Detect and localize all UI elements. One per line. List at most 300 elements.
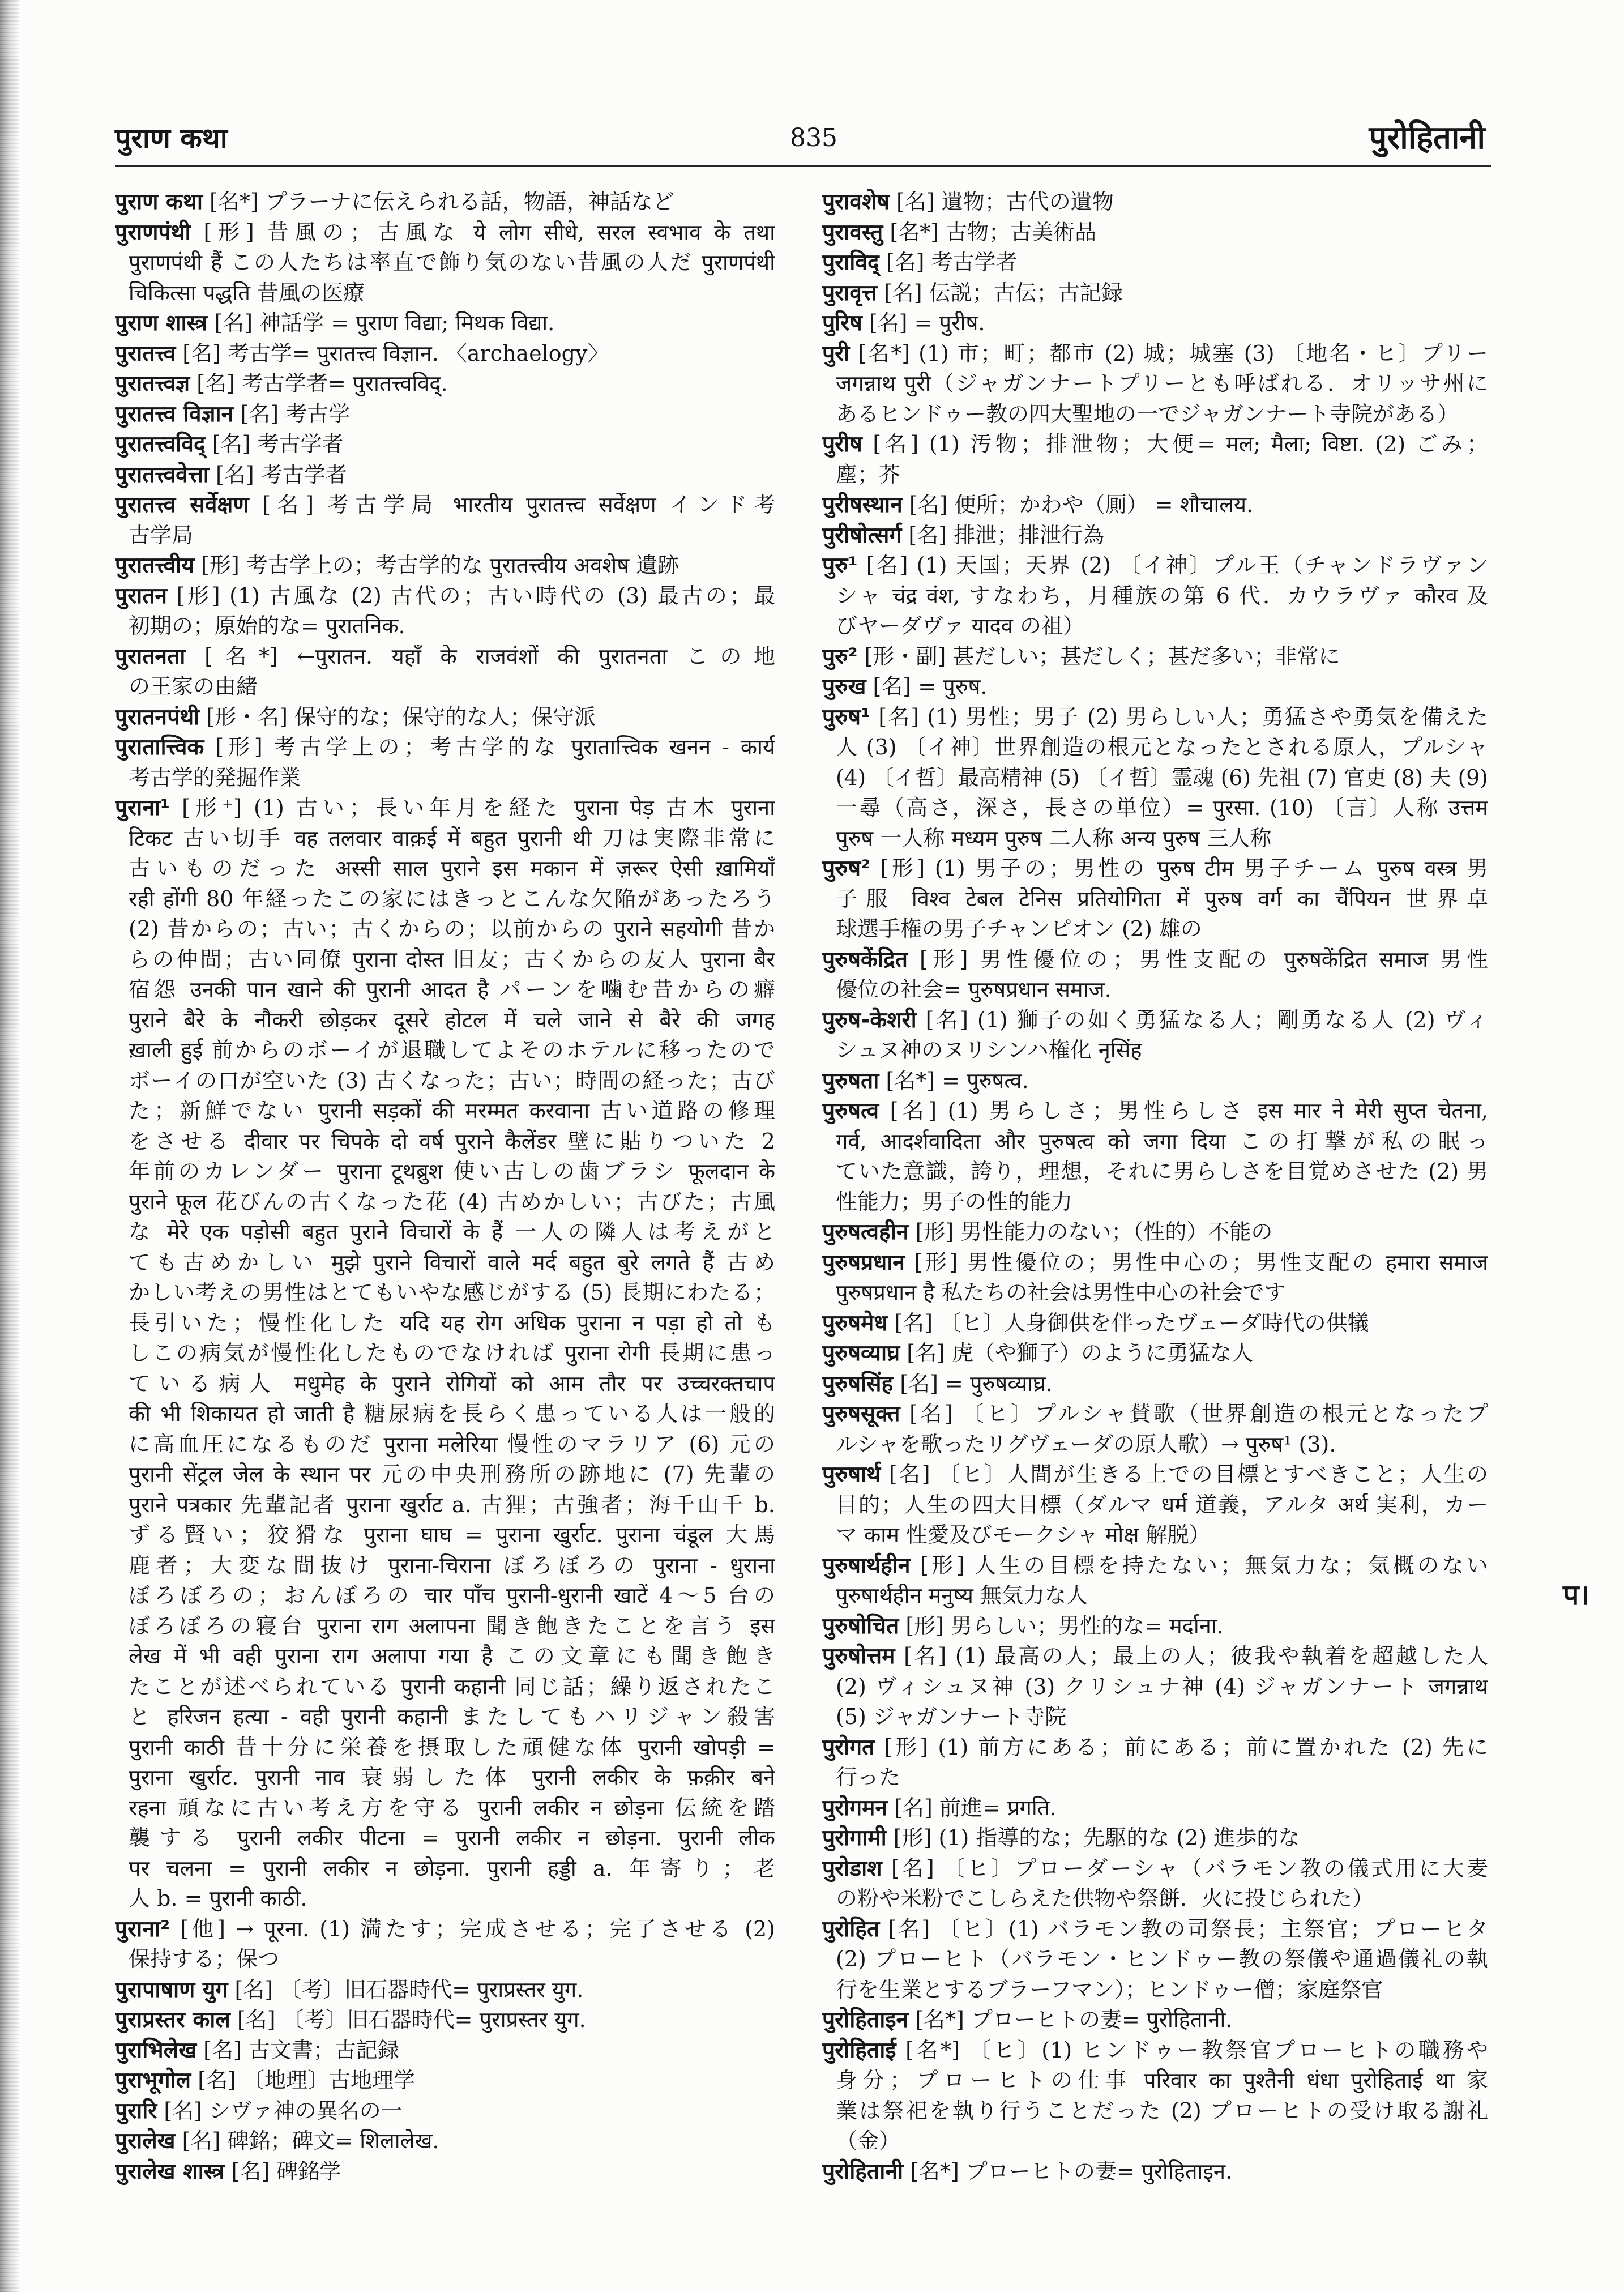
entry-continuation-line — [129, 1369, 775, 1399]
entry-continuation-line — [836, 1156, 1488, 1187]
headword: पुरुष-केशरी — [822, 1007, 917, 1033]
entry-first-line — [822, 2157, 1488, 2187]
dictionary-entry — [822, 1399, 1488, 1459]
definition-continuation: マ काम 性愛及びモークシャ मोक्ष 解脱） — [836, 1522, 1211, 1547]
definition-continuation: ずる賢い；狡猾な पुराना घाघ = पुराना खुर्राट. पुराना चंडूल 大馬 — [129, 1522, 775, 1547]
entry-first-line — [115, 702, 775, 733]
dictionary-entry — [822, 217, 1488, 248]
definition-text: [名*] プラーナに伝えられる話，物語，神話など — [210, 189, 674, 214]
line-text — [129, 1399, 775, 1429]
definition-continuation: पुरानी सेंट्रल जेल के स्थान पर 元の中央刑務所の跡地に (7) 先輩の — [129, 1462, 775, 1487]
line-text — [115, 702, 596, 733]
definition-text: [名] 遺物；古代の遺物 — [896, 189, 1114, 214]
definition-continuation: な मेरे एक पड़ोसी बहुत पुराने विचारों के हैं 一人の隣人は考えがと — [129, 1219, 775, 1244]
definition-continuation: (2) 昔からの；古い；古くからの；以前からの पुराने सहयोगी 昔か — [129, 916, 775, 941]
definition-continuation: に高血圧になるものだ पुराना मलेरिया 慢性のマラリア (6) 元の — [129, 1431, 775, 1457]
line-text — [129, 945, 775, 975]
headword: पुरावृत्त — [822, 280, 877, 306]
entry-first-line — [822, 1308, 1488, 1339]
dictionary-entry — [115, 1975, 775, 2005]
definition-continuation: 考古学的発掘作業 — [129, 765, 301, 790]
headword: पुरातन — [115, 583, 168, 609]
definition-continuation: 古いものだった अस्सी साल पुराने इस मकान में ज़रूर ऐसी ख़ामियाँ — [129, 856, 775, 881]
headword: पुरुषोत्तम — [822, 1644, 895, 1669]
line-text — [822, 1248, 1488, 1278]
headword: पुरिष — [822, 310, 862, 336]
definition-text: [名] 〔ヒ〕プルシャ賛歌（世界創造の根元となったプ — [909, 1401, 1488, 1426]
dictionary-entry — [822, 490, 1488, 520]
entry-continuation-line — [129, 975, 775, 1005]
entry-first-line — [115, 460, 775, 490]
headword: पुरुषार्थ — [822, 1462, 881, 1487]
entry-first-line — [115, 2096, 775, 2127]
line-text — [836, 1429, 1336, 1460]
line-text — [129, 1248, 775, 1278]
line-text — [836, 1490, 1488, 1521]
headword: पुरु¹ — [822, 553, 858, 578]
dictionary-entry — [822, 1308, 1488, 1339]
definition-text: [名] 〔ヒ〕プローダーシャ（バラモン教の儀式用に大麦 — [891, 1855, 1488, 1881]
entry-first-line — [822, 339, 1488, 369]
entry-continuation-line — [836, 1702, 1488, 1732]
definition-continuation: ボーイの口が空いた (3) 古くなった；古い；時間の経った；古び — [129, 1068, 775, 1093]
line-text — [822, 1611, 1224, 1642]
entry-continuation-line — [129, 1854, 775, 1884]
headword: पुरातत्त्वीय — [115, 553, 194, 578]
line-text — [129, 1278, 775, 1308]
line-text — [129, 1459, 775, 1490]
entry-first-line — [822, 187, 1488, 217]
entry-first-line — [115, 2157, 775, 2187]
line-text — [822, 1096, 1488, 1126]
definition-continuation: 年前のカレンダー पुराना टूथब्रुश 使い古しの歯ブラシ फूलदान के — [129, 1159, 775, 1184]
dictionary-entry — [822, 429, 1488, 490]
entry-continuation-line — [129, 1520, 775, 1551]
line-text — [129, 1066, 775, 1096]
entry-continuation-line — [836, 1762, 1488, 1793]
running-head-last-entry: पुरोहितानी — [1369, 119, 1485, 156]
headword: पुरातात्त्विक — [115, 735, 204, 760]
running-head-first-entry: पुराण कथा — [115, 122, 228, 155]
entry-first-line — [822, 308, 1488, 339]
entry-first-line — [115, 550, 775, 581]
entry-continuation-line — [129, 823, 775, 854]
entry-first-line — [822, 1248, 1488, 1278]
headword: पुरारि — [115, 2098, 157, 2124]
line-text — [129, 1520, 775, 1551]
definition-continuation: ていた意識，誇り，理想，それに男らしさを目覚めさせた (2) 男 — [836, 1159, 1488, 1184]
definition-continuation: 目的；人生の四大目標（ダルマ धर्म 道義，アルタ अर्थ 実利，カー — [836, 1492, 1488, 1517]
entry-first-line — [822, 278, 1488, 309]
column-right — [822, 187, 1488, 2187]
line-text — [129, 611, 405, 642]
headword: पुरुषकेंद्रित — [822, 946, 908, 972]
entry-continuation-line — [129, 520, 775, 551]
definition-text: [名] 古文書；古記録 — [203, 2037, 399, 2063]
entry-continuation-line — [129, 1793, 775, 1824]
line-text — [129, 1308, 775, 1339]
definition-continuation: पुराणपंथी हैं この人たちは率直で飾り気のない昔風の人だ पुराणपंथी — [129, 250, 775, 275]
line-text — [822, 520, 1104, 551]
headword: पुराना² — [115, 1916, 170, 1942]
definition-text: [形] 男性優位の；男性中心の；男性支配の हमारा समाज — [914, 1249, 1488, 1275]
line-text — [129, 672, 258, 702]
definition-continuation: 一尋（高さ，深さ，長さの単位）= पुरसा. (10) 〔言〕人称 उत्तम — [836, 795, 1488, 820]
line-text — [115, 490, 775, 520]
entry-continuation-line — [129, 1096, 775, 1126]
line-text — [129, 1944, 279, 1975]
line-text — [129, 1611, 775, 1642]
entry-first-line — [822, 1096, 1488, 1126]
line-text — [836, 581, 1488, 612]
definition-continuation: रही होंगी 80 年経ったこの家にはきっとこんな欠陥があったろう — [129, 886, 775, 911]
headword: पुरातनता — [115, 643, 186, 669]
line-text — [822, 672, 987, 702]
dictionary-entry — [822, 308, 1488, 339]
headword: पुरुषत्व — [822, 1098, 879, 1124]
dictionary-entry — [115, 460, 775, 490]
entry-first-line — [822, 672, 1488, 702]
dictionary-entry — [115, 490, 775, 550]
definition-text: [名] 考古学者 — [212, 432, 344, 456]
line-text — [129, 1369, 775, 1399]
definition-continuation: लेख में भी वही पुराना राग अलापा गया है この文章にも聞き飽き — [129, 1644, 775, 1668]
line-text — [836, 1762, 900, 1793]
dictionary-entry — [822, 672, 1488, 702]
line-text — [129, 1490, 775, 1521]
line-text — [115, 308, 554, 339]
definition-text: [名] (1) 男性；男子 (2) 男らしい人；勇猛さや勇気を備えた — [878, 704, 1488, 729]
entry-continuation-line — [836, 581, 1488, 612]
entry-continuation-line — [129, 672, 775, 702]
headword: पुरोगामी — [822, 1825, 887, 1851]
entry-first-line — [822, 429, 1488, 460]
line-text — [822, 1369, 1053, 1399]
definition-text: [名] 考古学者= पुरातत्त्वविद्. — [196, 371, 448, 396]
dictionary-entry — [822, 1369, 1488, 1399]
line-text — [822, 247, 1018, 278]
definition-text: [名] 考古学局 भारतीय पुरातत्त्व सर्वेक्षण インド考 — [262, 492, 775, 517]
entry-first-line — [115, 642, 775, 672]
line-text — [129, 1823, 775, 1854]
entry-first-line — [115, 399, 775, 430]
line-text — [822, 1732, 1488, 1763]
definition-text: [形] (1) 古風な (2) 古代の；古い時代の (3) 最古の；最 — [176, 583, 775, 608]
dictionary-entry — [822, 339, 1488, 430]
line-text — [115, 339, 609, 369]
line-text — [115, 369, 448, 399]
definition-text: [形] (1) 指導的な；先駆的な (2) 進歩的な — [893, 1825, 1300, 1850]
line-text — [115, 2126, 439, 2157]
headword: पुरीषस्थान — [822, 492, 903, 518]
definition-text: [名] 〔考〕旧石器時代= पुराप्रस्तर युग. — [234, 1977, 584, 2002]
line-text — [836, 611, 1084, 642]
line-text — [822, 1854, 1488, 1884]
entry-continuation-line — [129, 1611, 775, 1642]
line-text — [115, 550, 679, 581]
line-text — [115, 2005, 586, 2035]
headword: पुरातत्त्वविद् — [115, 432, 206, 457]
definition-text: [名] 排泄；排泄行為 — [908, 522, 1105, 548]
line-text — [115, 1975, 583, 2005]
line-text — [822, 1338, 1253, 1369]
entry-continuation-line — [129, 1308, 775, 1339]
entry-continuation-line — [129, 1399, 775, 1429]
definition-continuation: 球選手権の男子チャンピオン (2) 雄の — [836, 916, 1202, 941]
line-text — [115, 187, 674, 217]
line-text — [822, 1823, 1300, 1854]
headword: पुरोहिताइन — [822, 2007, 909, 2033]
dictionary-entry — [115, 369, 775, 399]
line-text — [822, 2157, 1232, 2187]
dictionary-entry — [822, 1732, 1488, 1793]
definition-text: [形・副] 甚だしい；甚だしく；甚だ多い；非常に — [864, 643, 1340, 669]
entry-continuation-line — [129, 1429, 775, 1460]
line-text — [836, 460, 900, 490]
line-text — [129, 1187, 775, 1218]
entry-continuation-line — [836, 732, 1488, 763]
headword: पुरोहिताई — [822, 2037, 896, 2063]
line-text — [822, 1308, 1369, 1339]
definition-text: [名] 考古学者 — [886, 250, 1018, 275]
definition-continuation: (4) 〔イ哲〕最高精神 (5) 〔イ哲〕霊魂 (6) 先祖 (7) 官吏 (8) 夫 (9) — [836, 765, 1488, 790]
entry-first-line — [115, 217, 775, 248]
definition-continuation: の粉や米粉でこしらえた供物や祭餅．火に投じられた） — [836, 1886, 1374, 1911]
definition-continuation: 初期の；原始的な= पुरातनिक. — [129, 613, 405, 638]
entry-first-line — [822, 550, 1488, 581]
entry-first-line — [115, 490, 775, 520]
entry-first-line — [822, 1641, 1488, 1672]
entry-first-line — [822, 1823, 1488, 1854]
line-text — [115, 2096, 403, 2127]
definition-continuation: しこの病気が慢性化したものでなければ पुराना रोगी 長期に患っ — [129, 1341, 775, 1365]
definition-continuation: たことが述べられている पुरानी कहानी 同じ話；繰り返されたこ — [129, 1674, 775, 1699]
line-text — [836, 1035, 1142, 1066]
entry-first-line — [822, 1914, 1488, 1945]
entry-continuation-line — [836, 1278, 1488, 1308]
entry-continuation-line — [129, 1156, 775, 1187]
headword: पुरापाषाण युग — [115, 1977, 228, 2003]
definition-continuation: पुरुषप्रधान है 私たちの社会は男性中心の社会です — [836, 1280, 1286, 1305]
definition-continuation: シャ चंद्र वंश, すなわち，月種族の第 6 代．カウラヴァ कौरव 及 — [836, 583, 1488, 608]
definition-continuation: चिकित्सा पद्धति 昔風の医療 — [129, 280, 365, 305]
headword: पुरोहित — [822, 1916, 880, 1942]
line-text — [822, 1066, 1029, 1096]
dictionary-entry — [822, 2005, 1488, 2035]
line-text — [129, 520, 193, 551]
dictionary-entry — [822, 642, 1488, 672]
entry-first-line — [822, 642, 1488, 672]
definition-continuation: गर्व, आदर्शवादिता और पुरुषत्व को जगा दिया この打撃が私の眠っ — [836, 1128, 1488, 1154]
line-text — [129, 1551, 775, 1581]
headword: पुराभूगोल — [115, 2068, 191, 2093]
definition-text: [名] = पुरीष. — [869, 310, 985, 335]
headword: पुरी — [822, 340, 850, 366]
entry-continuation-line — [129, 278, 775, 309]
entry-continuation-line — [836, 1944, 1488, 1975]
line-text — [115, 1914, 775, 1945]
dictionary-entry — [822, 1005, 1488, 1066]
definition-continuation: (5) ジャガンナート寺院 — [836, 1704, 1067, 1729]
dictionary-entry — [115, 793, 775, 1914]
entry-first-line — [822, 853, 1488, 884]
dictionary-entry — [822, 1459, 1488, 1551]
line-text — [822, 187, 1114, 217]
definition-continuation: シュヌ神のヌリシンハ権化 नृसिंह — [836, 1038, 1142, 1062]
definition-continuation: かしい考えの男性はとてもいやな感じがする (5) 長期にわたる； — [129, 1280, 775, 1305]
entry-continuation-line — [129, 1126, 775, 1157]
line-text — [836, 2096, 1488, 2127]
definition-continuation: をさせる दीवार पर चिपके दो वर्ष पुराने कैलेंडर 壁に貼りついた 2 — [129, 1128, 775, 1154]
dictionary-entry — [115, 217, 775, 309]
definition-text: [名] 碑銘学 — [231, 2158, 341, 2184]
dictionary-entry — [822, 1854, 1488, 1914]
line-text — [822, 1005, 1488, 1036]
definition-continuation: 行った — [836, 1765, 901, 1790]
definition-continuation: （金） — [836, 2128, 901, 2153]
line-text — [822, 278, 1123, 309]
line-text — [822, 217, 1096, 248]
dictionary-entry — [115, 642, 775, 702]
definition-text: [名] 碑銘；碑文= शिलालेख. — [182, 2128, 439, 2153]
line-text — [822, 1399, 1488, 1429]
line-text — [822, 1793, 1056, 1824]
entry-first-line — [115, 339, 775, 369]
definition-text: [名*] ←पुरातन. यहाँ के राजवंशों की पुरातनता この地 — [204, 643, 775, 669]
entry-continuation-line — [129, 763, 775, 793]
definition-continuation: 塵；芥 — [836, 462, 901, 487]
headword: पुरातत्त्ववेत्ता — [115, 462, 209, 488]
line-text — [836, 884, 1488, 915]
entry-continuation-line — [129, 1459, 775, 1490]
headword: पुरातत्त्व विज्ञान — [115, 401, 234, 427]
entry-continuation-line — [836, 2096, 1488, 2127]
entry-first-line — [822, 945, 1488, 975]
entry-first-line — [822, 217, 1488, 248]
line-text — [836, 2065, 1488, 2096]
headword: पुरालेख शास्त्र — [115, 2158, 225, 2184]
dictionary-entry — [115, 429, 775, 460]
line-text — [115, 2065, 415, 2096]
line-text — [822, 2005, 1232, 2035]
entry-continuation-line — [129, 1702, 775, 1732]
definition-text: [名] (1) 天国；天界 (2) 〔イ神〕プル王（チャンドラヴァン — [866, 553, 1488, 578]
entry-continuation-line — [836, 1035, 1488, 1066]
entry-first-line — [115, 581, 775, 612]
headword: पुरुषता — [822, 1068, 879, 1094]
dictionary-entry — [822, 1611, 1488, 1642]
entry-continuation-line — [836, 884, 1488, 915]
entry-first-line — [115, 2035, 775, 2066]
entry-continuation-line — [129, 1884, 775, 1914]
definition-text: [名] (1) 獅子の如く勇猛なる人；剛勇なる人 (2) ヴィ — [925, 1007, 1488, 1032]
definition-text: [形] 男性能力のない；（性的）不能の — [915, 1219, 1273, 1244]
headword: पुरुषार्थहीन — [822, 1552, 911, 1578]
line-text — [822, 1217, 1272, 1248]
entry-continuation-line — [836, 1490, 1488, 1521]
entry-continuation-line — [129, 1248, 775, 1278]
line-text — [129, 1126, 775, 1157]
headword: पुरु² — [822, 643, 858, 669]
definition-text: [名*] (1) 市；町；都市 (2) 城；城塞 (3) 〔地名・ヒ〕プリー — [858, 340, 1488, 366]
entry-continuation-line — [129, 1551, 775, 1581]
entry-first-line — [115, 2126, 775, 2157]
headword: पुराभिलेख — [115, 2037, 197, 2063]
definition-text: [形] (1) 男子の；男性の पुरुष टीम 男子チーム पुरुष वस्त्र 男 — [880, 856, 1488, 881]
line-text — [129, 914, 775, 945]
headword: पुराण कथा — [115, 189, 203, 215]
definition-continuation: टिकट 古い切手 वह तलवार वाक़ई में बहुत पुरानी थी 刀は実際非常に — [129, 825, 775, 851]
line-text — [822, 642, 1340, 672]
definition-text: [名] 〔ヒ〕人身御供を伴ったヴェーダ時代の供犠 — [894, 1310, 1369, 1335]
entry-continuation-line — [836, 399, 1488, 430]
line-text — [115, 460, 347, 490]
headword: पुरुषोचित — [822, 1613, 899, 1639]
entry-first-line — [822, 1611, 1488, 1642]
line-text — [115, 217, 775, 248]
entry-continuation-line — [129, 945, 775, 975]
line-text — [836, 1581, 1088, 1611]
line-text — [822, 945, 1488, 975]
headword: पुरोगत — [822, 1734, 875, 1760]
definition-text: [名] シヴァ神の異名の一 — [164, 2098, 403, 2123]
dictionary-entry — [822, 1793, 1488, 1824]
definition-text: [名] 虎（や獅子）のように勇猛な人 — [907, 1341, 1253, 1365]
line-text — [822, 1551, 1488, 1581]
dictionary-entry — [822, 1914, 1488, 2005]
definition-continuation: と हरिजन हत्या - वही पुरानी कहानी またしてもハリジャン殺害 — [129, 1704, 775, 1729]
line-text — [836, 1944, 1488, 1975]
definition-continuation: पुराने बैरे के नौकरी छोड़कर दूसरे होटल में चले जाने से बैरे की जगह — [129, 1007, 775, 1032]
definition-continuation: जगन्नाथ पुरी（ジャガンナートプリーとも呼ばれる．オリッサ州に — [836, 371, 1488, 396]
entry-continuation-line — [836, 975, 1488, 1005]
dictionary-entry — [115, 2126, 775, 2157]
definition-continuation: 襲する पुरानी लकीर पीटना = पुरानी लकीर न छोड़ना. पुरानी लीक — [129, 1825, 775, 1850]
definition-continuation: ても古めかしい मुझे पुराने विचारों वाले मर्द बहुत बुरे लगते हैं 古め — [129, 1249, 775, 1275]
entry-first-line — [822, 1399, 1488, 1429]
entry-first-line — [822, 2005, 1488, 2035]
line-text — [836, 763, 1488, 793]
definition-continuation: ख़ाली हुई 前からのボーイが退職してよそのホテルに移ったので — [129, 1038, 775, 1062]
entry-continuation-line — [129, 853, 775, 884]
entry-continuation-line — [836, 1581, 1488, 1611]
dictionary-entry — [115, 187, 775, 217]
definition-continuation: ぼろぼろの寝台 पुराना राग अलापना 聞き飽きたことを言う इस — [129, 1613, 775, 1638]
thumb-index-letter: प। — [1563, 1578, 1590, 1611]
definition-continuation: 鹿者；大変な間抜け पुराना-चिराना ぼろぼろの पुराना - धुराना — [129, 1552, 775, 1578]
dictionary-entry — [822, 278, 1488, 309]
definition-continuation: 古学局 — [129, 522, 194, 548]
definition-continuation: पुराने फूल 花びんの古くなった花 (4) 古めかしい；古びた；古風 — [129, 1189, 775, 1214]
headword: पुरुष² — [822, 856, 871, 881]
line-text — [129, 763, 301, 793]
line-text — [836, 399, 1459, 430]
definition-text: [名*] プローヒトの妻= पुरोहितानी. — [915, 2007, 1233, 2032]
line-text — [129, 975, 775, 1005]
entry-first-line — [822, 1793, 1488, 1824]
dictionary-entry — [115, 702, 775, 733]
dictionary-entry — [822, 1066, 1488, 1096]
entry-continuation-line — [836, 1429, 1488, 1460]
line-text — [115, 732, 775, 763]
headword: पुरोगमन — [822, 1795, 888, 1821]
line-text — [129, 1338, 775, 1369]
definition-continuation: びヤーダヴァ यादव の祖） — [836, 613, 1084, 638]
entry-first-line — [822, 490, 1488, 520]
entry-continuation-line — [129, 1278, 775, 1308]
line-text — [115, 581, 775, 612]
entry-continuation-line — [129, 884, 775, 915]
